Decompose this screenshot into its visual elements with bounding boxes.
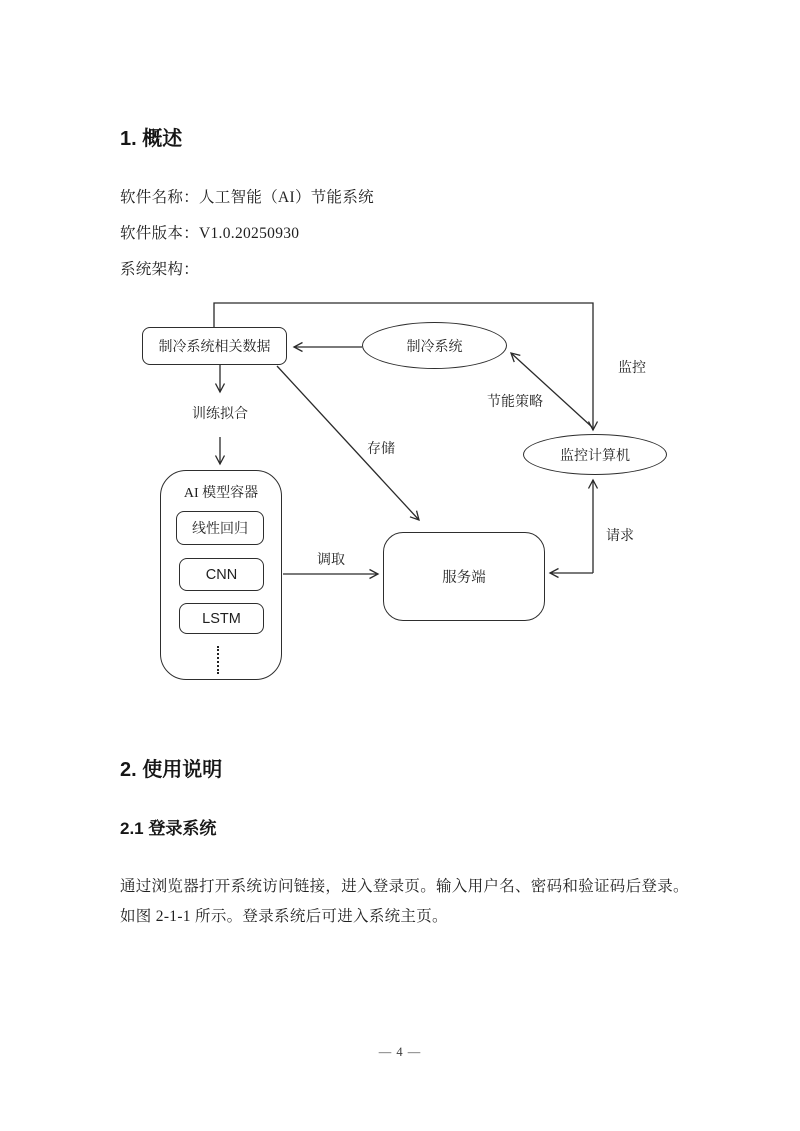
node-cooling-data-label: 制冷系统相关数据 [158, 340, 271, 355]
node-ai-container [160, 470, 282, 680]
page-number: — 4 — [378, 1045, 422, 1059]
section2-heading: 2. 使用说明 [120, 759, 223, 781]
paragraph-line-2: 如图 2-1-1 所示。登录系统后可进入系统主页。 [120, 908, 448, 925]
edge-label-train: 训练拟合 [192, 407, 248, 422]
node-server-label: 服务端 [442, 570, 486, 586]
node-monitor-computer-label: 监控计算机 [560, 448, 630, 464]
node-cnn-box [179, 558, 264, 591]
edge-label-monitor: 监控 [618, 361, 646, 376]
node-monitor-computer-ellipse [523, 434, 667, 475]
section21-heading: 2.1 登录系统 [120, 819, 217, 838]
node-linear-regression-label: 线性回归 [192, 522, 248, 537]
node-cooling-system-ellipse [362, 322, 507, 369]
software-version-line: 软件版本：V1.0.20250930 [120, 225, 300, 242]
edge-label-strategy: 节能策略 [487, 395, 543, 410]
node-linear-regression-box [176, 511, 264, 545]
more-models-ellipsis-icon [217, 646, 219, 674]
node-cooling-data-box [142, 327, 287, 365]
edge-label-store: 存储 [367, 442, 395, 457]
section1-heading: 1. 概述 [120, 128, 183, 150]
node-server-box [383, 532, 545, 621]
edge-label-request: 请求 [606, 529, 634, 544]
paragraph-line-1: 通过浏览器打开系统访问链接，进入登录页。输入用户名、密码和验证码后登录。 [120, 878, 689, 895]
node-cnn-label: CNN [205, 566, 238, 583]
node-cooling-system-label: 制冷系统 [406, 339, 463, 355]
architecture-label-line: 系统架构： [120, 261, 200, 278]
edge-store-line [277, 366, 419, 520]
node-lstm-label: LSTM [202, 610, 241, 627]
edge-label-fetch: 调取 [317, 553, 345, 568]
ai-container-title: AI 模型容器 [183, 486, 259, 501]
edge-strategy-line [511, 353, 592, 427]
software-name-line: 软件名称：人工智能（AI）节能系统 [120, 189, 374, 206]
node-lstm-box [179, 603, 264, 634]
